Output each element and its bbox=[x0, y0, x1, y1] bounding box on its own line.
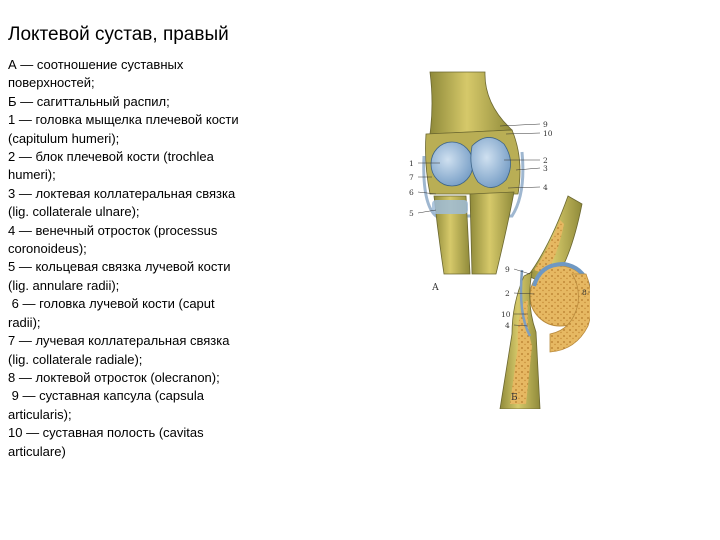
legend-line: coronoideus); bbox=[8, 241, 87, 257]
elbow-joint-illustration bbox=[400, 64, 590, 409]
humerus-shaft bbox=[430, 72, 512, 134]
legend-line: 4 — венечный отросток (processus bbox=[8, 222, 218, 238]
figure-label-a-7: 7 bbox=[409, 173, 414, 182]
legend-line: (lig. annulare radii); bbox=[8, 277, 120, 293]
panel-a-label: А bbox=[432, 283, 439, 293]
figure-label-a-6: 6 bbox=[409, 188, 414, 197]
panel-a-drawing bbox=[409, 72, 553, 293]
capitulum-cartilage bbox=[431, 142, 473, 186]
legend-line: 3 — локтевая коллатеральная связка bbox=[8, 185, 236, 201]
figure-label-b-8: 8 bbox=[582, 288, 587, 297]
panel-b-drawing bbox=[500, 196, 590, 409]
figure-label-a-9: 9 bbox=[543, 120, 548, 129]
trochlea-cartilage bbox=[471, 137, 511, 187]
figure-label-a-1: 1 bbox=[409, 159, 414, 168]
legend-line: 9 — суставная капсула (capsula bbox=[8, 388, 204, 404]
legend-line: 10 — суставная полость (cavitas bbox=[8, 425, 204, 441]
legend-line: articularis); bbox=[8, 406, 72, 422]
page-title: Локтевой сустав, правый bbox=[8, 24, 229, 45]
figure-label-a-10: 10 bbox=[543, 129, 553, 138]
figure-label-a-4: 4 bbox=[543, 183, 548, 192]
figure-label-b-4: 4 bbox=[505, 321, 510, 330]
legend-line: Б — сагиттальный распил; bbox=[8, 93, 170, 109]
figure-label-a-3: 3 bbox=[543, 164, 548, 173]
legend-line: (capitulum humeri); bbox=[8, 130, 120, 146]
legend-line: radii); bbox=[8, 314, 41, 330]
figure-label-b-2: 2 bbox=[505, 289, 510, 298]
figure-label-a-2: 2 bbox=[543, 156, 548, 165]
figure-label-b-9: 9 bbox=[505, 265, 510, 274]
elbow-joint-svg bbox=[400, 64, 590, 409]
legend-line: humeri); bbox=[8, 167, 56, 183]
annular-ligament bbox=[432, 200, 468, 214]
panel-b-label: Б bbox=[511, 393, 518, 403]
figure-label-a-5: 5 bbox=[409, 209, 414, 218]
legend-line: А — соотношение суставных bbox=[8, 57, 184, 72]
legend-line: 6 — головка лучевой кости (caput bbox=[8, 296, 215, 312]
legend-line: 5 — кольцевая связка лучевой кости bbox=[8, 259, 231, 275]
figure-label-b-10: 10 bbox=[501, 310, 511, 319]
legend-line: 8 — локтевой отросток (olecranon); bbox=[8, 369, 220, 385]
legend-line: articulare) bbox=[8, 443, 66, 459]
legend-line: 7 — лучевая коллатеральная связка bbox=[8, 333, 230, 349]
ulna bbox=[470, 192, 514, 274]
legend-line: (lig. collaterale radiale); bbox=[8, 351, 143, 367]
legend-line: (lig. collaterale ulnare); bbox=[8, 204, 140, 220]
legend-line: поверхностей; bbox=[8, 75, 95, 91]
legend-line: 2 — блок плечевой кости (trochlea bbox=[8, 149, 214, 165]
legend bbox=[8, 56, 270, 461]
legend-line: 1 — головка мыщелка плечевой кости bbox=[8, 112, 239, 128]
